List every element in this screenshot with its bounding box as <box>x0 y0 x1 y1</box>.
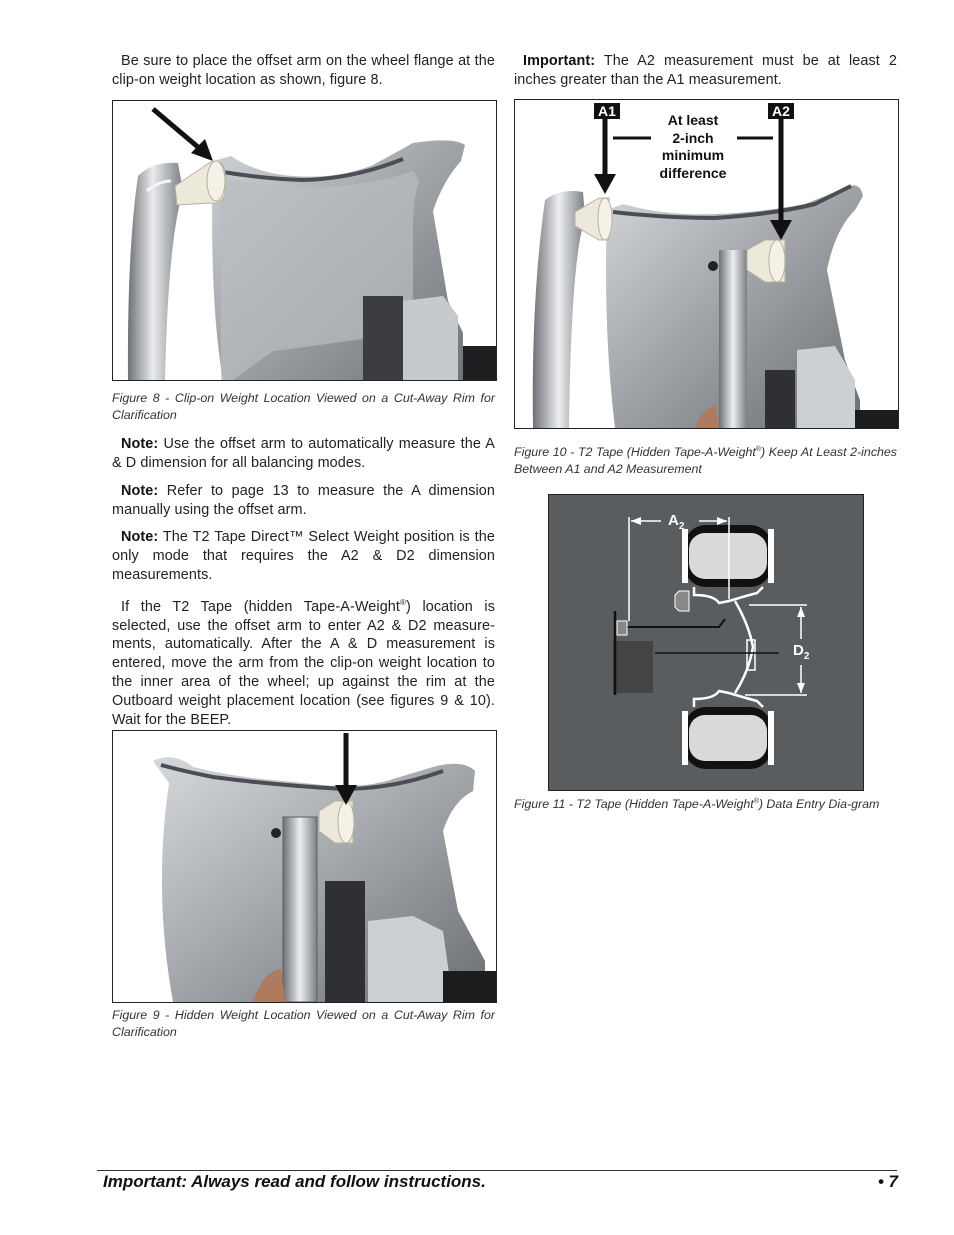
min-difference-note <box>647 112 739 182</box>
note-line-3: minimum <box>661 147 725 163</box>
fig10-registered-mark: ® <box>755 446 761 453</box>
note-line-1: At least <box>667 112 719 128</box>
important-label: Important: <box>523 53 596 69</box>
fig10-caption-prefix: Figure 10 - T2 Tape (Hidden Tape-A-Weight <box>514 445 756 460</box>
note-2-text: Refer to page 13 to measure the A dimension manually using the offset arm. <box>112 483 495 518</box>
page-number: • 7 <box>877 1172 898 1191</box>
fig10-caption-rest: ) Keep At Least 2-inches Between A1 and A2 Measurement <box>514 445 897 477</box>
footer-divider <box>97 1170 897 1171</box>
figure-8-photo <box>112 100 497 381</box>
figure-9-photo <box>112 730 497 1003</box>
d2-dim-letter: D <box>793 642 804 659</box>
a2-dimension-label <box>668 512 684 532</box>
footer-instructions: Important: Always read and follow instructions. <box>103 1172 486 1191</box>
a2-dim-sub: 2 <box>678 521 685 532</box>
a1-label: A1 <box>594 103 620 119</box>
note-3-text: The T2 Tape Direct™ Select Weight position is the only mode that requires the A2 & D2 dimension measurements. <box>112 529 495 583</box>
important-text: The A2 measurement must be at least 2 inches greater than the A1 measurement. <box>514 53 897 88</box>
note-1-label: Note: <box>121 436 159 452</box>
t2-para-prefix: If the T2 Tape (hidden Tape-A-Weight <box>121 598 400 615</box>
figure-11-caption <box>514 793 897 813</box>
a2-label: A2 <box>768 103 794 119</box>
figure-9-caption: Figure 9 - Hidden Weight Location Viewed on a Cut-Away Rim for Clarification <box>112 1008 495 1039</box>
note-line-4: difference <box>659 164 727 181</box>
figure-10-photo <box>514 99 899 429</box>
fig11-caption-prefix: Figure 11 - T2 Tape (Hidden Tape-A-Weight <box>514 797 754 812</box>
figure-8-caption: Figure 8 - Clip-on Weight Location Viewed on a Cut-Away Rim for Clarification <box>112 391 495 422</box>
note-3-label: Note: <box>121 529 159 545</box>
d2-dim-sub: 2 <box>803 651 810 662</box>
fig11-caption-rest: ) Data Entry Dia-gram <box>758 797 880 812</box>
intro-paragraph: Be sure to place the offset arm on the wheel flange at the clip-on weight location as shown, figure 8. <box>112 53 495 88</box>
note-3 <box>112 528 495 584</box>
t2-para-rest: ) location is selected, use the offset arm to enter A2 & D2 measure-ments, automatically. After the A & D measurement is entered, move the arm from the clip-on weight location to the inner area of the wheel; up against the rim at the Outboard weight placement location (see figures 9 & 10). Wait for the BEEP. <box>112 598 495 728</box>
note-2 <box>112 482 495 520</box>
note-line-2: 2-inch <box>672 129 714 146</box>
figure-10-caption <box>514 441 897 478</box>
figure-11-diagram <box>548 494 864 791</box>
d2-dimension-label <box>793 642 809 662</box>
note-1-text: Use the offset arm to automatically measure the A & D dimension for all balancing modes. <box>112 436 495 471</box>
fig11-registered-mark: ® <box>753 798 759 805</box>
note-2-label: Note: <box>121 483 159 499</box>
note-1 <box>112 435 495 473</box>
registered-mark: ® <box>400 598 406 607</box>
t2-tape-paragraph <box>112 594 495 729</box>
important-paragraph <box>514 52 897 90</box>
a2-dim-letter: A <box>668 512 679 529</box>
